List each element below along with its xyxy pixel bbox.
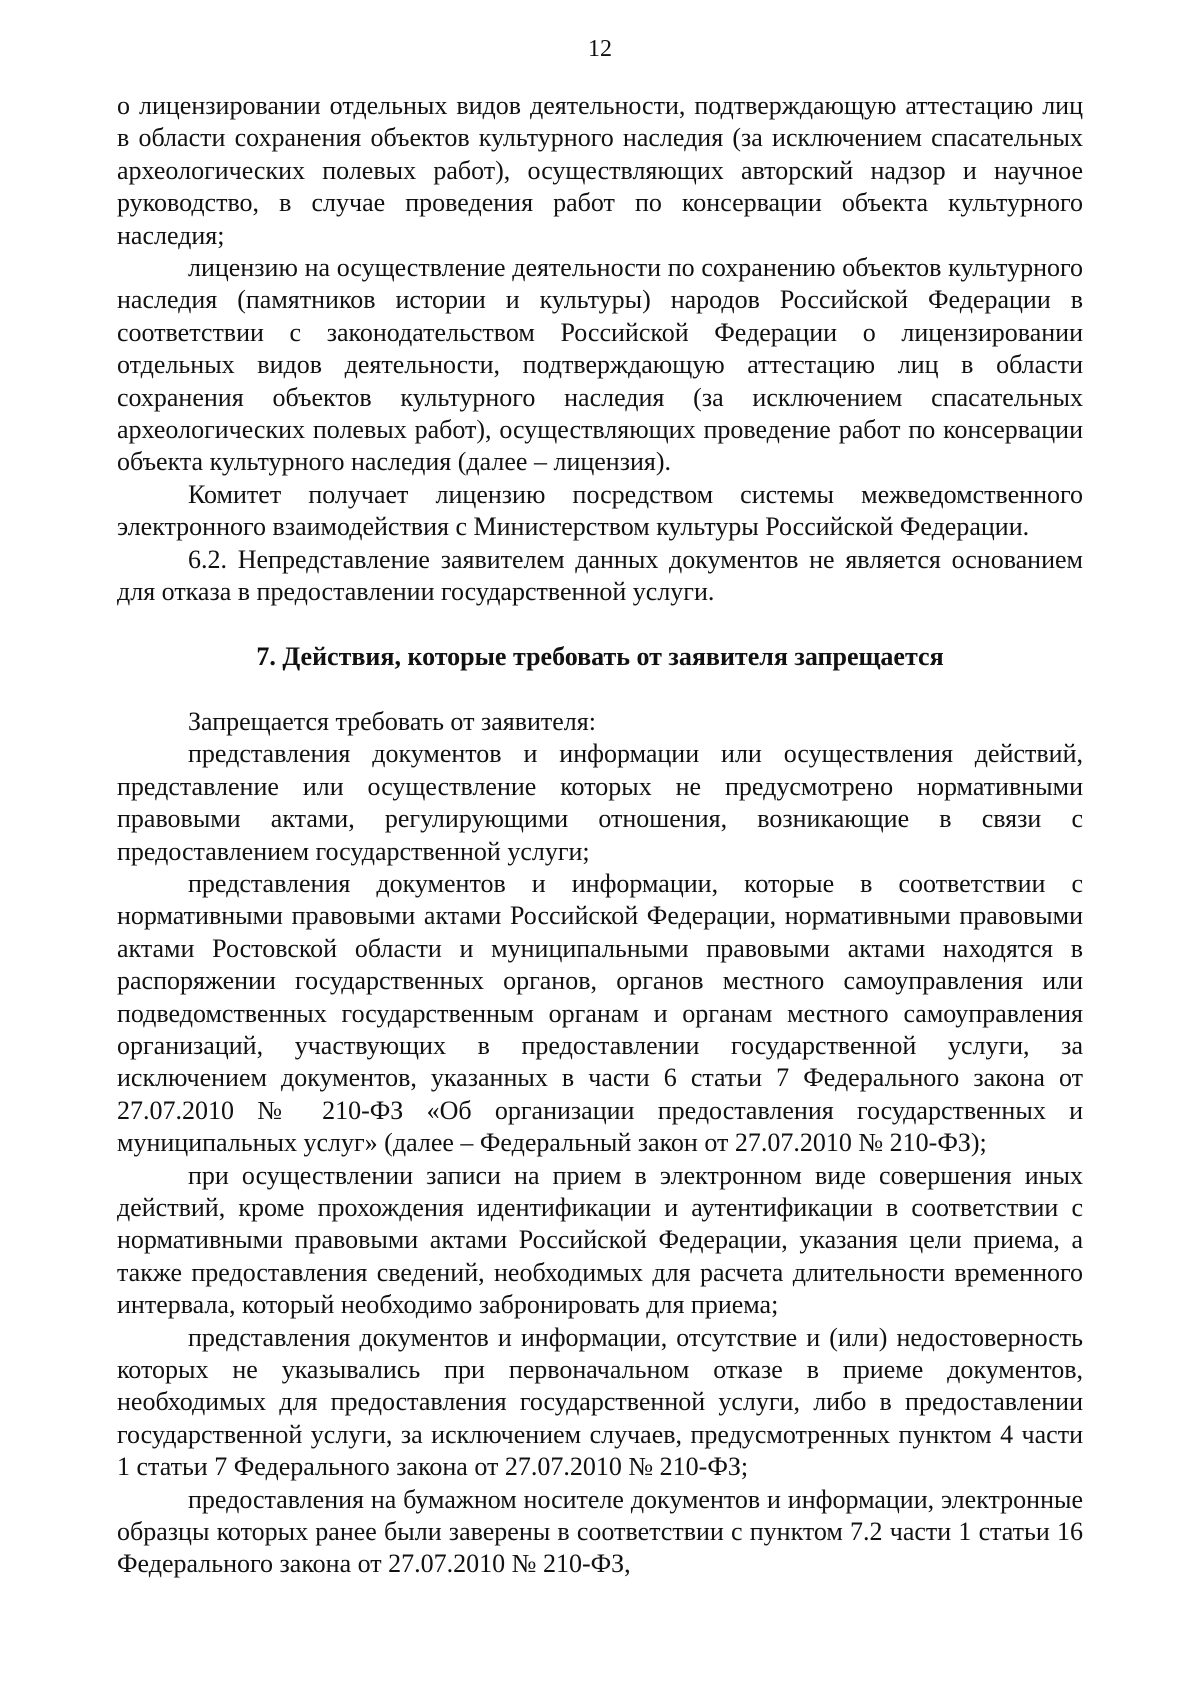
section-heading: 7. Действия, которые требовать от заявителя запрещается [256, 641, 944, 671]
paragraphs-after-heading [117, 706, 1083, 1581]
paragraph: предоставления на бумажном носителе документов и информации, электронные образцы которых ранее были заверены в соответствии с пунктом 7.2 части 1 статьи 16 Федерального закона от 27.07.2010 № 210-ФЗ, [117, 1484, 1083, 1579]
page-number: 12 [588, 36, 612, 62]
paragraph: 6.2. Непредставление заявителем данных документов не является основанием для отказа в предоставлении государственной услуги. [117, 544, 1083, 607]
paragraphs-before-heading [117, 90, 1083, 609]
paragraph: представления документов и информации, которые в соответствии с нормативными правовыми актами Российской Федерации, нормативными правовыми актами Ростовской области и муниципальными правовыми актами находятся в распоряжении государственных органов, органов местного самоуправления или подведомственных государственным органам и органам местного самоуправления организаций, участвующих в предоставлении государственной услуги, за исключением документов, указанных в части 6 статьи 7 Федерального закона от 27.07.2010 № 210-ФЗ «Об организации предоставления государственных и муниципальных услуг» (далее – Федеральный закон от 27.07.2010 № 210-ФЗ); [117, 868, 1083, 1158]
paragraph: представления документов и информации или осуществления действий, представление или осуществление которых не предусмотрено нормативными правовыми актами, регулирующими отношения, возникающие в связи с предоставлением государственной услуги; [117, 739, 1083, 866]
paragraph: при осуществлении записи на прием в электронном виде совершения иных действий, кроме прохождения идентификации и аутентификации в соответствии с нормативными правовыми актами Российской Федерации, указания цели приема, а также предоставления сведений, необходимых для расчета длительности временного интервала, который необходимо забронировать для приема; [117, 1160, 1083, 1320]
document-body [117, 90, 1083, 1581]
paragraph: лицензию на осуществление деятельности по сохранению объектов культурного наследия (памятников истории и культуры) народов Российской Федерации в соответствии с законодательством Российской Федерации о лицензировании отдельных видов деятельности, подтверждающую аттестацию лиц в области сохранения объектов культурного наследия (за исключением спасательных археологических полевых работ), осуществляющих проведение работ по консервации объекта культурного наследия (далее – лицензия). [117, 253, 1083, 477]
paragraph: представления документов и информации, отсутствие и (или) недостоверность которых не указывались при первоначальном отказе в приеме документов, необходимых для предоставления государственной услуги, либо в предоставлении государственной услуги, за исключением случаев, предусмотренных пунктом 4 части 1 статьи 7 Федерального закона от 27.07.2010 № 210-ФЗ; [117, 1322, 1083, 1482]
paragraph: Комитет получает лицензию посредством системы межведомственного электронного взаимодействия с Министерством культуры Российской Федерации. [117, 479, 1083, 542]
paragraph: Запрещается требовать от заявителя: [188, 706, 596, 736]
paragraph: о лицензировании отдельных видов деятельности, подтверждающую аттестацию лиц в области сохранения объектов культурного наследия (за исключением спасательных археологических полевых работ), осуществляющих авторский надзор и научное руководство, в случае проведения работ по консервации объекта культурного наследия; [117, 91, 1083, 250]
